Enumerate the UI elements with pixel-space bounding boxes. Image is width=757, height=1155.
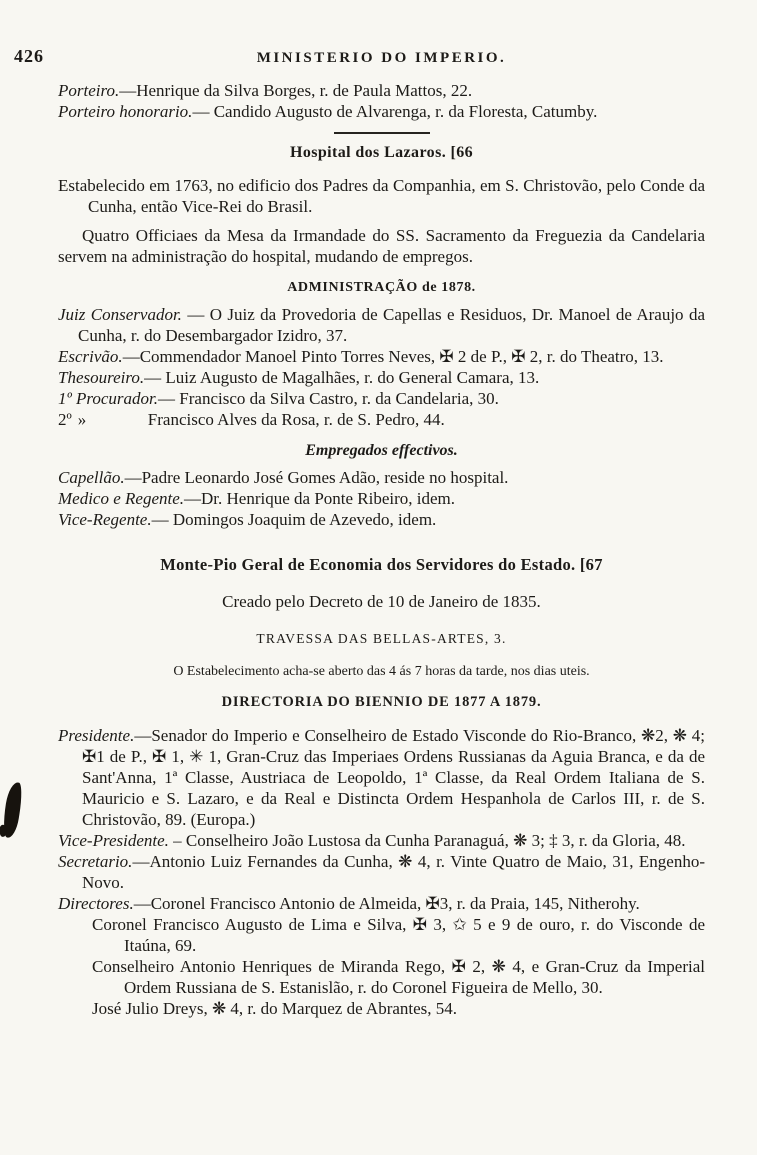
entry-text: — Francisco da Silva Castro, r. da Candelaria, 30.	[158, 389, 499, 408]
entry-text: — O Juiz da Provedoria de Capellas e Residuos, Dr. Manoel de Araujo da Cunha, r. do Desembargador Izidro, 37.	[78, 305, 705, 345]
entry-label: Presidente.	[58, 726, 135, 745]
directores-entry	[58, 893, 705, 914]
hospital-section-title: Hospital dos Lazaros. [66	[289, 144, 474, 161]
opening-hours-line: O Estabelecimento acha-se aberto das 4 ás 7 horas da tarde, nos dias uteis.	[173, 664, 590, 679]
hospital-paragraph-2: Quatro Officiaes da Mesa da Irmandade do SS. Sacramento da Freguezia da Candelaria servem na administração do hospital, mudando de empregos.	[58, 226, 705, 266]
entry-label: Porteiro honorario.	[58, 102, 193, 121]
entry-label: Vice-Regente.	[58, 510, 152, 529]
address-line: TRAVESSA DAS BELLAS-ARTES, 3.	[256, 631, 507, 646]
entry-label: Escrivão.	[58, 347, 123, 366]
montepio-section-title: Monte-Pio Geral de Economia dos Servidores do Estado. [67	[160, 555, 603, 574]
entry-text: —Antonio Luiz Fernandes da Cunha, ❋ 4, r. Vinte Quatro de Maio, 31, Engenho-Novo.	[82, 852, 705, 892]
decree-line: Creado pelo Decreto de 10 de Janeiro de 1835.	[222, 592, 541, 611]
section-divider	[334, 132, 430, 134]
entry-label: Directores.	[58, 894, 134, 913]
entry-label: Medico e Regente.	[58, 489, 185, 508]
presidente-entry	[58, 725, 705, 830]
entry-text: Francisco Alves da Rosa, r. de S. Pedro, 44.	[147, 410, 445, 429]
hospital-paragraph-1: Estabelecido em 1763, no edificio dos Padres da Companhia, em S. Christovão, pelo Conde da Cunha, então Vice-Rei do Brasil.	[58, 176, 705, 216]
entry-text: — Luiz Augusto de Magalhães, r. do General Camara, 13.	[144, 368, 540, 387]
entry-label: 1º Procurador.	[58, 389, 159, 408]
entry-label: Secretario.	[58, 852, 133, 871]
entry-text: —Dr. Henrique da Ponte Ribeiro, idem.	[184, 489, 456, 508]
juiz-conservador-entry	[58, 304, 705, 346]
page-number: 426	[14, 46, 44, 66]
entry-label: Vice-Presidente.	[58, 831, 169, 850]
entry-label: Porteiro.	[58, 81, 120, 100]
entry-text: —Henrique da Silva Borges, r. de Paula Mattos, 22.	[119, 81, 473, 100]
running-title: MINISTERIO DO IMPERIO.	[256, 50, 507, 66]
porteiro-entry	[58, 80, 705, 101]
entry-text: —Coronel Francisco Antonio de Almeida, ✠3, r. da Praia, 145, Nitherohy.	[133, 894, 640, 913]
vice-presidente-entry	[58, 830, 705, 851]
ink-stain	[1, 781, 25, 839]
page-header	[14, 46, 705, 70]
entry-text: —Senador do Imperio e Conselheiro de Estado Visconde do Rio-Branco, ❋2, ❋ 4; ✠1 de P., ✠ 1, ✳ 1, Gran-Cruz das Imperiaes Ordens Russianas da Aguia Branca, e da de Sant'Anna, 1ª Classe, Austriaca de Leopoldo, 1ª Classe, da Real Ordem Italiana de S. Mauricio e S. Lazaro, e da Real e Distincta Ordem Hespanhola de Carlos III, r. de S. Christovão, 89. (Europa.)	[82, 726, 705, 829]
administracao-heading: ADMINISTRAÇÃO de 1878.	[287, 280, 476, 295]
escrivao-entry	[58, 346, 705, 367]
entry-label: Juiz Conservador.	[58, 305, 182, 324]
entry-number: 2º	[58, 410, 72, 429]
vice-regente-entry	[58, 509, 705, 530]
procurador-1-entry	[58, 388, 705, 409]
director-entry: Coronel Francisco Augusto de Lima e Silva, ✠ 3, ✩ 5 e 9 de ouro, r. do Visconde de Itaúna, 69.	[92, 915, 705, 955]
medico-regente-entry	[58, 488, 705, 509]
procurador-2-entry: 2º » Francisco Alves da Rosa, r. de S. Pedro, 44.	[58, 410, 445, 429]
director-entry: José Julio Dreys, ❋ 4, r. do Marquez de Abrantes, 54.	[92, 999, 458, 1018]
empregados-effectivos-heading: Empregados effectivos.	[305, 442, 458, 459]
capellao-entry	[58, 467, 705, 488]
thesoureiro-entry	[58, 367, 705, 388]
entry-text: —Padre Leonardo José Gomes Adão, reside no hospital.	[124, 468, 509, 487]
director-entry: Conselheiro Antonio Henriques de Miranda Rego, ✠ 2, ❋ 4, e Gran-Cruz da Imperial Ordem Russiana de S. Estanislão, r. do Coronel Figueira de Mello, 30.	[92, 957, 705, 997]
entry-text: — Domingos Joaquim de Azevedo, idem.	[151, 510, 437, 529]
directoria-heading: DIRECTORIA DO BIENNIO DE 1877 A 1879.	[221, 694, 542, 710]
secretario-entry	[58, 851, 705, 893]
porteiro-honorario-entry	[58, 101, 705, 122]
entry-text: — Candido Augusto de Alvarenga, r. da Floresta, Catumby.	[192, 102, 598, 121]
entry-label: Thesoureiro.	[58, 368, 145, 387]
entry-label: Capellão.	[58, 468, 125, 487]
entry-text: —Commendador Manoel Pinto Torres Neves, ✠ 2 de P., ✠ 2, r. do Theatro, 13.	[122, 347, 664, 366]
entry-text: – Conselheiro João Lustosa da Cunha Paranaguá, ❋ 3; ‡ 3, r. da Gloria, 48.	[168, 831, 686, 850]
